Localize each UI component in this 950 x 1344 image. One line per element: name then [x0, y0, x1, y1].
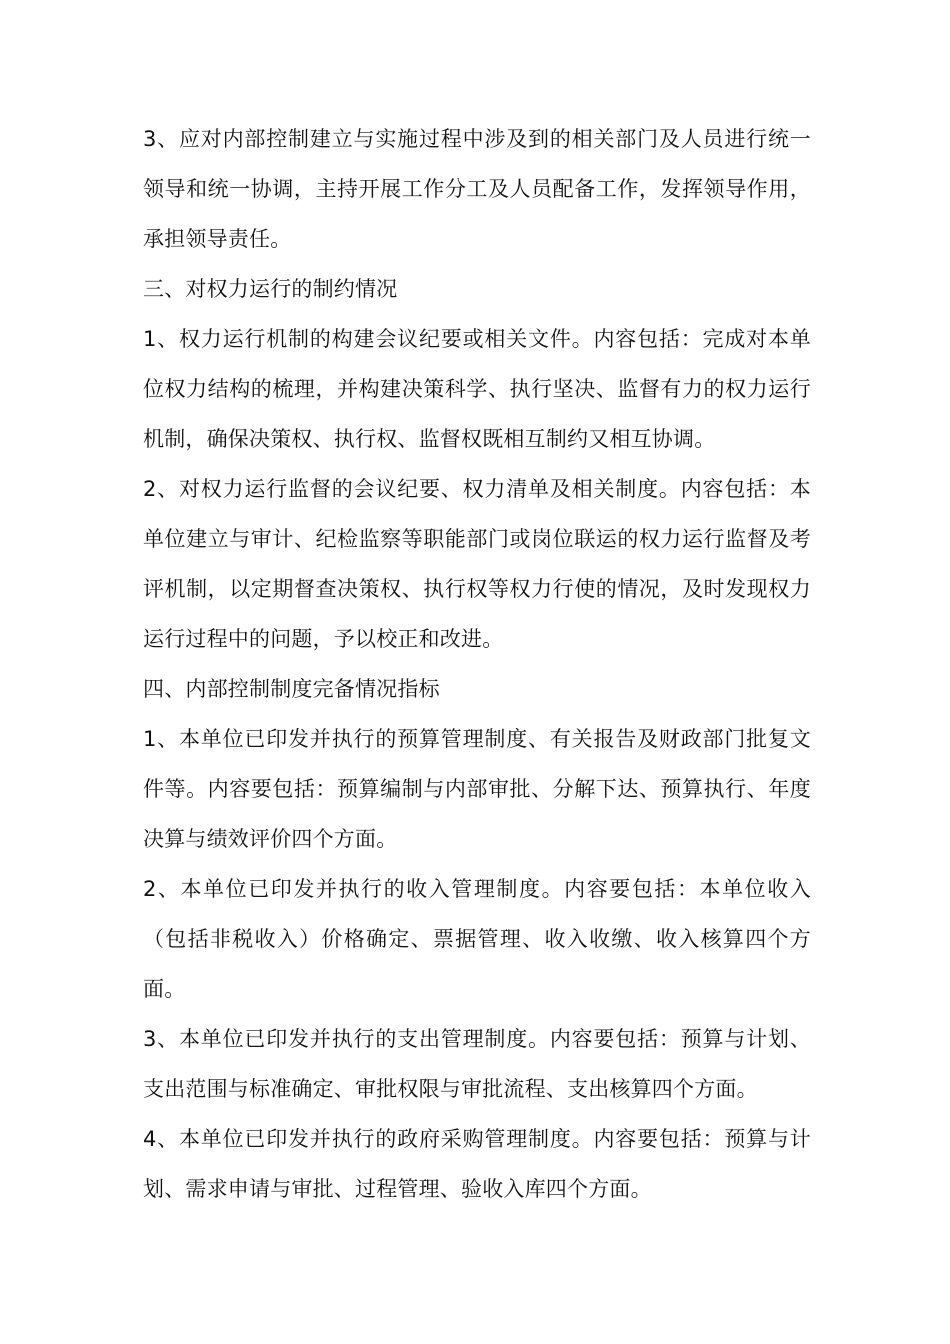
section-heading-internal-control-system: 四、内部控制制度完备情况指标	[143, 677, 440, 701]
paragraph-item-2-revenue-management: 2、本单位已印发并执行的收入管理制度。内容要包括：本单位收入（包括非税收入）价格确定、票据管理、收入收缴、收入核算四个方面。	[143, 877, 811, 1001]
paragraph-item-4-procurement-management: 4、本单位已印发并执行的政府采购管理制度。内容要包括：预算与计划、需求申请与审批、过程管理、验收入库四个方面。	[143, 1127, 811, 1201]
paragraph-item-3-expenditure-management: 3、本单位已印发并执行的支出管理制度。内容要包括：预算与计划、支出范围与标准确定、审批权限与审批流程、支出核算四个方面。	[143, 1027, 811, 1101]
paragraph-item-1-power-mechanism: 1、权力运行机制的构建会议纪要或相关文件。内容包括：完成对本单位权力结构的梳理，并构建决策科学、执行坚决、监督有力的权力运行机制，确保决策权、执行权、监督权既相互制约又相互协调。	[143, 327, 811, 451]
document-body	[143, 114, 811, 1214]
paragraph-item-1-budget-management: 1、本单位已印发并执行的预算管理制度、有关报告及财政部门批复文件等。内容要包括：预算编制与内部审批、分解下达、预算执行、年度决算与绩效评价四个方面。	[143, 727, 811, 851]
section-heading-power-constraints: 三、对权力运行的制约情况	[143, 277, 398, 301]
paragraph-item-3-leadership: 3、应对内部控制建立与实施过程中涉及到的相关部门及人员进行统一领导和统一协调，主持开展工作分工及人员配备工作，发挥领导作用，承担领导责任。	[143, 127, 811, 251]
paragraph-item-2-power-supervision: 2、对权力运行监督的会议纪要、权力清单及相关制度。内容包括：本单位建立与审计、纪检监察等职能部门或岗位联运的权力运行监督及考评机制，以定期督查决策权、执行权等权力行使的情况，及时发现权力运行过程中的问题，予以校正和改进。	[143, 477, 811, 651]
